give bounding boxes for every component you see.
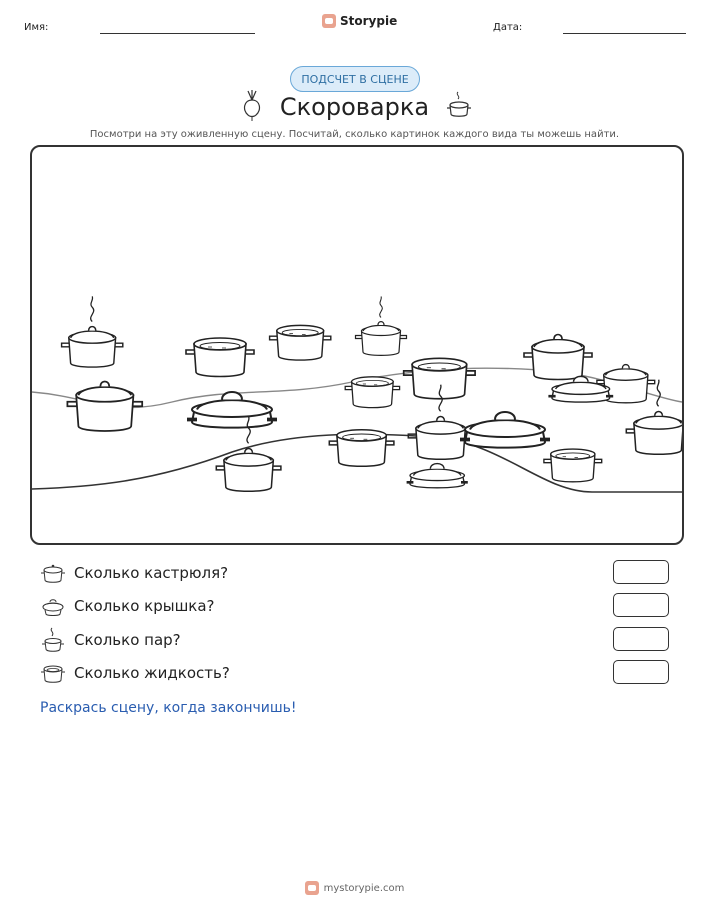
instructions: Посмотри на эту оживленную сцену. Посчитай, сколько картинок каждого вида ты можешь найти. xyxy=(89,129,620,140)
scene-pot xyxy=(187,392,277,428)
scene-pot xyxy=(270,325,331,360)
question-row xyxy=(40,660,670,686)
brand-logo xyxy=(322,14,397,28)
scene-pot xyxy=(67,381,142,431)
question-row xyxy=(40,593,670,619)
question-row xyxy=(40,560,670,586)
page-title: Скороварка xyxy=(279,93,430,121)
name-label: Имя: xyxy=(24,22,49,33)
date-line[interactable] xyxy=(563,33,686,34)
scene-pot xyxy=(62,296,123,367)
liquid-icon xyxy=(40,660,66,686)
storypie-logo-icon xyxy=(305,881,319,895)
scene-pot xyxy=(345,377,399,408)
question-text: Сколько кастрюля? xyxy=(74,564,229,582)
question-row xyxy=(40,627,670,653)
steam-icon xyxy=(40,627,66,653)
scene-pot xyxy=(524,335,592,380)
lid-icon xyxy=(40,593,66,619)
scene-pot xyxy=(329,430,394,467)
coloring-note: Раскрась сцену, когда закончишь! xyxy=(40,700,297,716)
scene-pot xyxy=(460,412,550,448)
date-label: Дата: xyxy=(493,22,523,33)
scene-pot xyxy=(544,449,602,482)
pot-icon xyxy=(40,560,66,586)
name-line[interactable] xyxy=(100,33,255,34)
answer-box[interactable] xyxy=(613,593,669,617)
footer-url[interactable]: mystorypie.com xyxy=(323,882,405,894)
storypie-logo-icon xyxy=(322,14,336,28)
steaming-pot-icon xyxy=(445,88,473,122)
question-text: Сколько пар? xyxy=(74,631,181,649)
question-text: Сколько крышка? xyxy=(74,597,215,615)
answer-box[interactable] xyxy=(613,627,669,651)
counting-scene xyxy=(30,145,684,545)
brand-name: Storypie xyxy=(340,14,398,28)
footer xyxy=(0,881,709,895)
scene-pot xyxy=(407,464,468,488)
answer-box[interactable] xyxy=(613,660,669,684)
question-text: Сколько жидкость? xyxy=(74,664,230,682)
scene-pot xyxy=(186,338,254,377)
answer-box[interactable] xyxy=(613,560,669,584)
scene-drawing xyxy=(32,147,682,543)
scene-pot xyxy=(356,297,407,356)
category-badge: ПОДСЧЕТ В СЦЕНЕ xyxy=(290,66,420,92)
